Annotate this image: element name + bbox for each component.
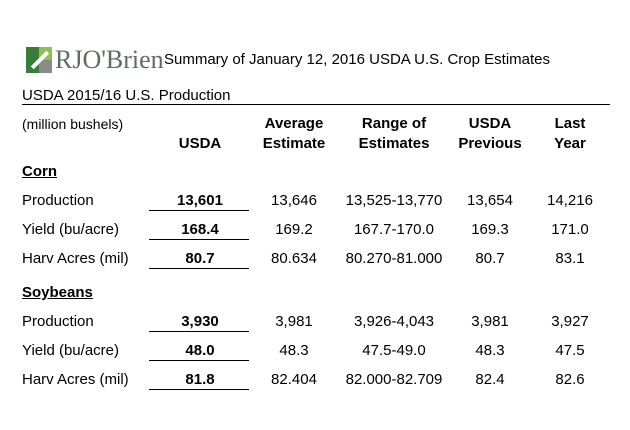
row-label: Production: [22, 192, 94, 209]
document-title: Summary of January 12, 2016 USDA U.S. Crop Estimates: [164, 51, 550, 68]
range-value: 167.7-170.0: [353, 221, 435, 238]
header-divider: [22, 104, 610, 105]
header-previous-line2: Previous: [458, 135, 522, 152]
header-last-year-line1: Last: [554, 115, 586, 132]
range-value: 13,525-13,770: [345, 192, 443, 209]
usda-underline: [149, 210, 249, 211]
header-previous-line1: USDA: [468, 115, 512, 132]
usda-value: 168.4: [181, 221, 219, 238]
average-value: 48.3: [279, 342, 309, 359]
corn-group-label: Corn: [22, 163, 57, 180]
last-year-value: 82.6: [555, 371, 585, 388]
last-year-value: 14,216: [547, 192, 593, 209]
row-label: Production: [22, 313, 94, 330]
soybeans-group-label: Soybeans: [22, 284, 93, 301]
previous-value: 13,654: [467, 192, 513, 209]
header-average-line2: Estimate: [262, 135, 326, 152]
header-range-line2: Estimates: [358, 135, 430, 152]
average-value: 13,646: [271, 192, 317, 209]
previous-value: 169.3: [471, 221, 509, 238]
logo-text: RJO'Brien: [55, 45, 164, 74]
range-value: 80.270-81.000: [345, 250, 443, 267]
usda-value: 3,930: [181, 313, 219, 330]
last-year-value: 171.0: [551, 221, 589, 238]
usda-underline: [149, 239, 249, 240]
average-value: 80.634: [271, 250, 317, 267]
usda-value: 48.0: [185, 342, 215, 359]
usda-underline: [149, 268, 249, 269]
header-average-line1: Average: [264, 115, 324, 132]
header-last-year-line2: Year: [554, 135, 586, 152]
previous-value: 80.7: [475, 250, 505, 267]
header-range-line1: Range of: [361, 115, 427, 132]
last-year-value: 47.5: [555, 342, 585, 359]
row-label: Yield (bu/acre): [22, 342, 119, 359]
average-value: 169.2: [275, 221, 313, 238]
usda-value: 13,601: [177, 192, 223, 209]
average-value: 3,981: [275, 313, 313, 330]
units-label: (million bushels): [22, 116, 124, 132]
previous-value: 3,981: [471, 313, 509, 330]
usda-underline: [149, 331, 249, 332]
range-value: 47.5-49.0: [362, 342, 426, 359]
usda-underline: [149, 360, 249, 361]
usda-value: 81.8: [185, 371, 215, 388]
range-value: 3,926-4,043: [353, 313, 435, 330]
header-usda: USDA: [178, 135, 222, 152]
range-value: 82.000-82.709: [345, 371, 443, 388]
average-value: 82.404: [271, 371, 317, 388]
logo-mark-icon: [26, 47, 52, 73]
previous-value: 48.3: [475, 342, 505, 359]
previous-value: 82.4: [475, 371, 505, 388]
row-label: Yield (bu/acre): [22, 221, 119, 238]
row-label: Harv Acres (mil): [22, 371, 129, 388]
last-year-value: 3,927: [551, 313, 589, 330]
row-label: Harv Acres (mil): [22, 250, 129, 267]
last-year-value: 83.1: [555, 250, 585, 267]
usda-underline: [149, 389, 249, 390]
company-logo: [26, 44, 164, 76]
usda-value: 80.7: [185, 250, 215, 267]
section-title: USDA 2015/16 U.S. Production: [22, 87, 231, 104]
